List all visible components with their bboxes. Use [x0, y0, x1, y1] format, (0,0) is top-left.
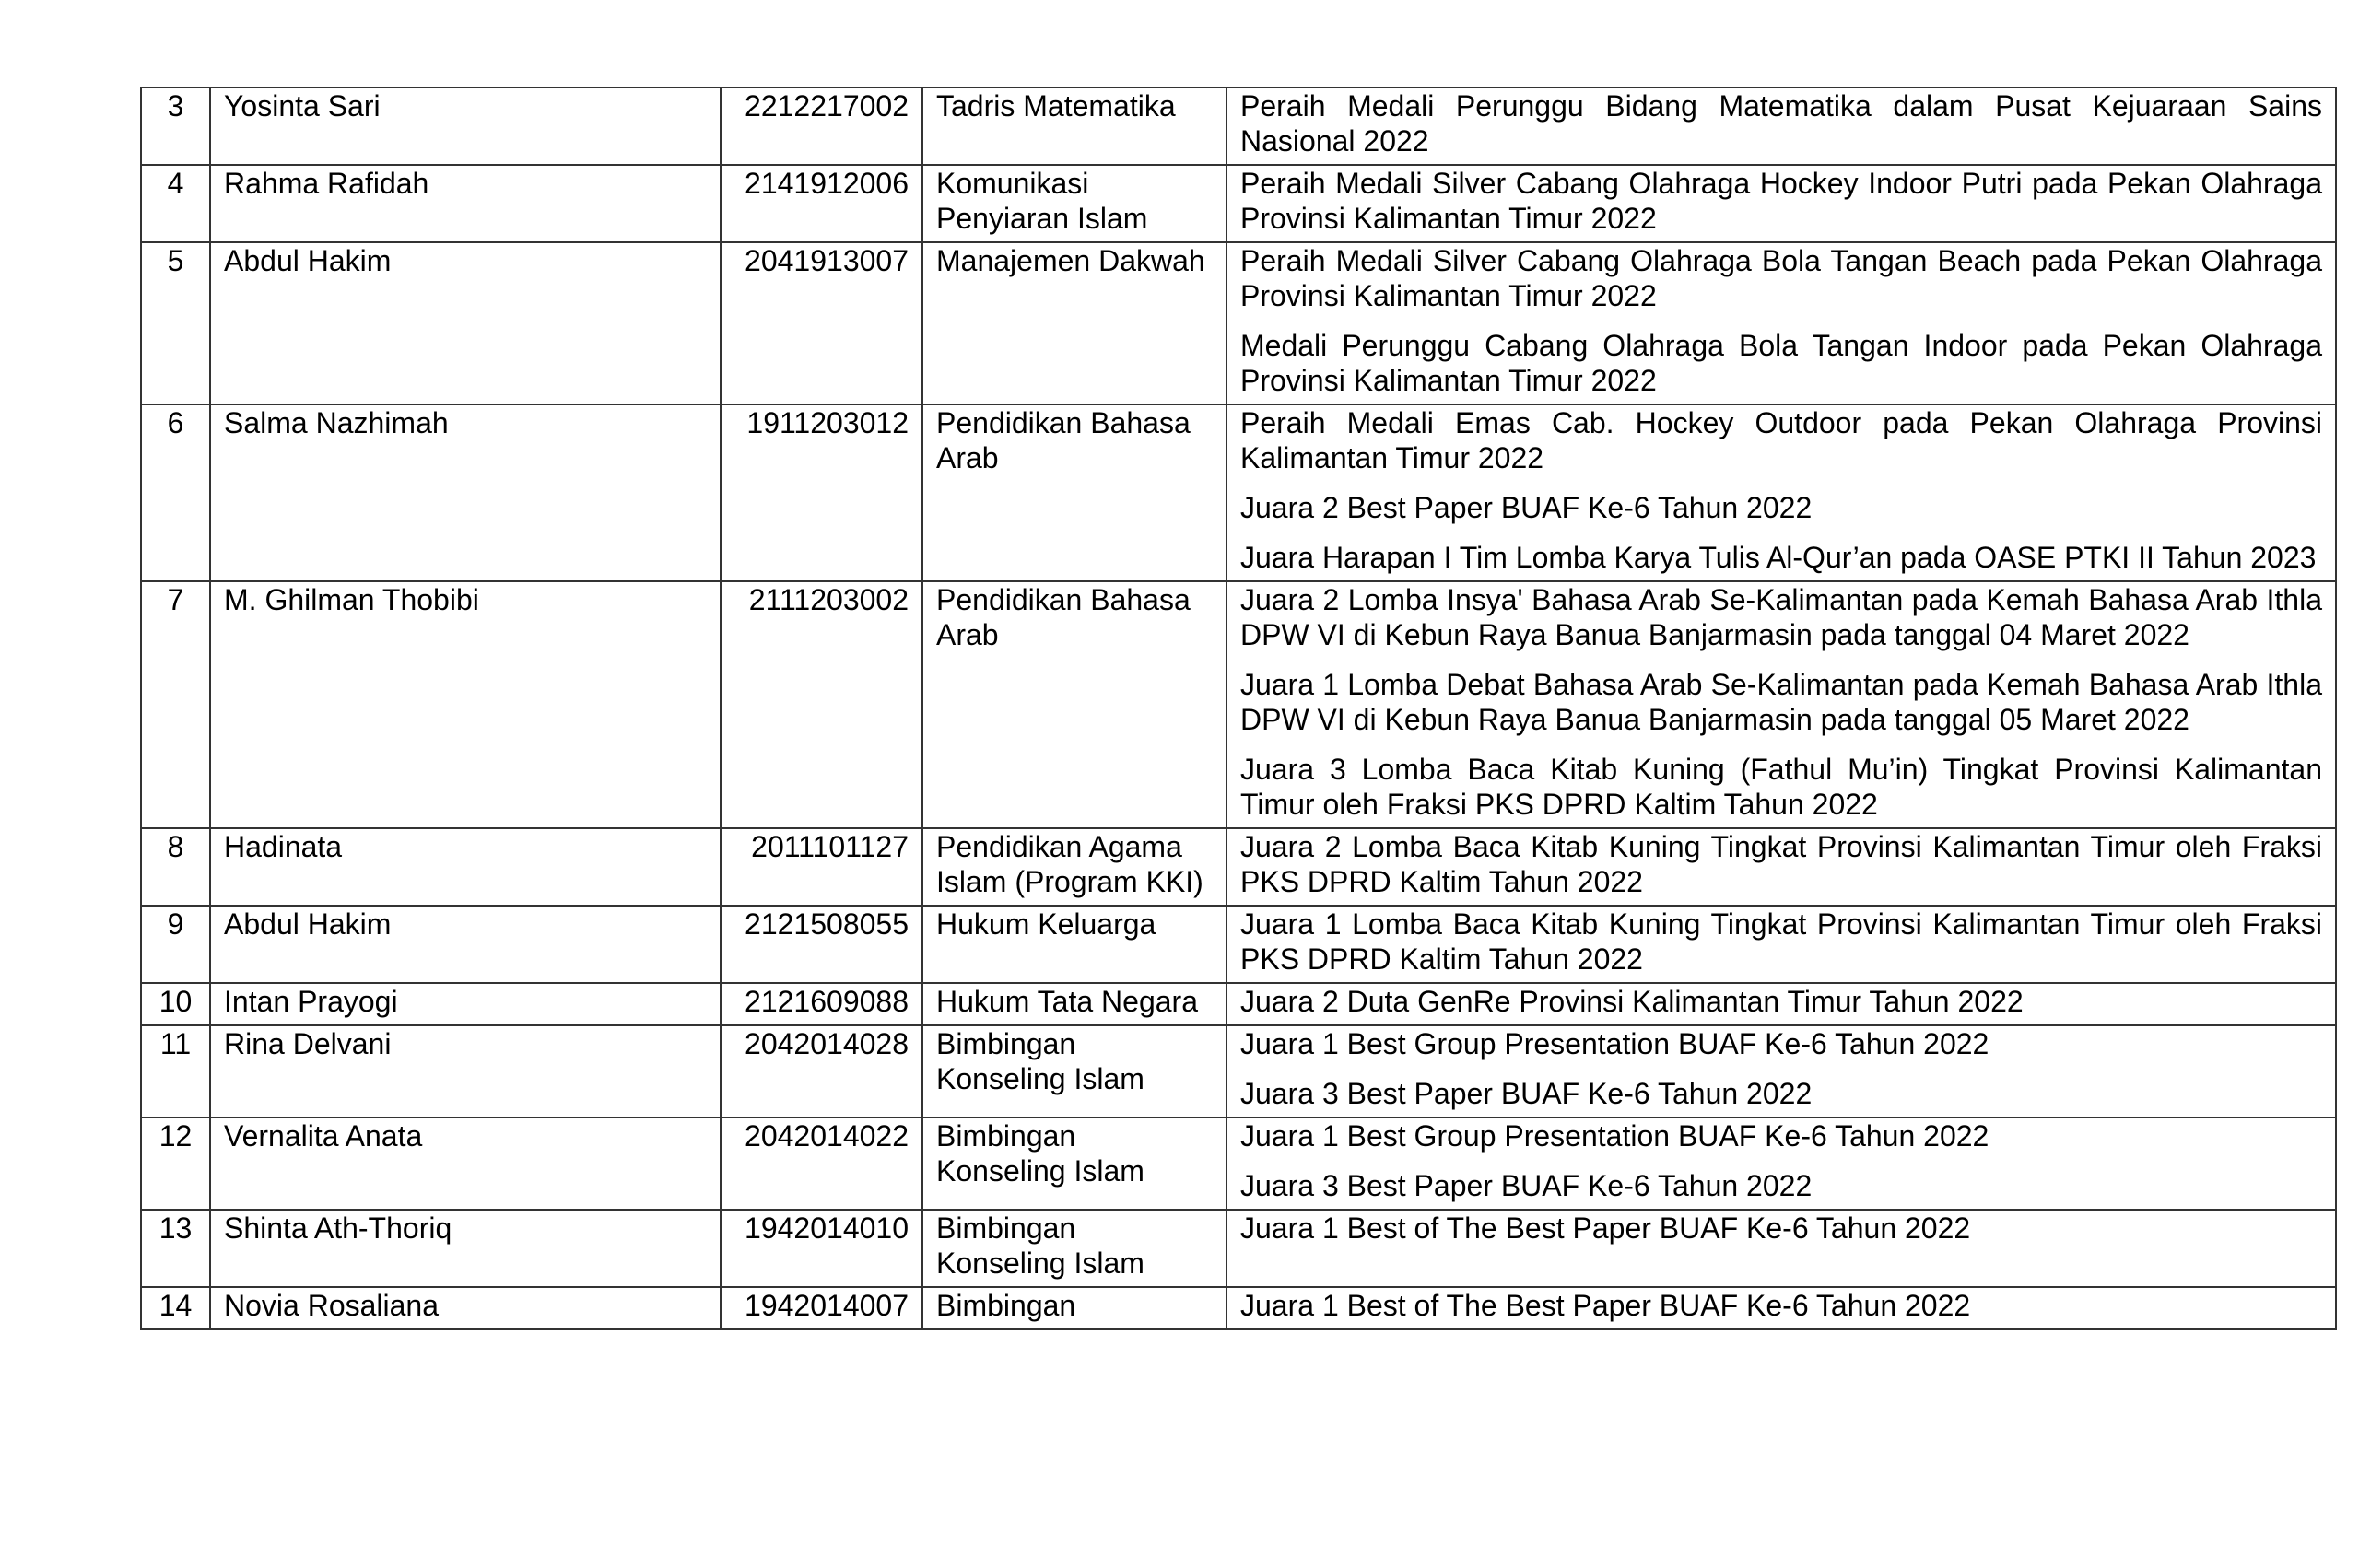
row-number-cell: 5 [141, 242, 210, 404]
achievement-item: Juara 2 Duta GenRe Provinsi Kalimantan Timur Tahun 2022 [1240, 985, 2024, 1018]
row-number-cell: 11 [141, 1025, 210, 1117]
achievement-cell [1226, 1025, 2336, 1117]
achievement-item: Medali Perunggu Cabang Olahraga Bola Tangan Indoor pada Pekan Olahraga Provinsi Kalimantan Timur 2022 [1240, 329, 2322, 397]
student-id-cell: 1942014010 [721, 1210, 922, 1287]
achievement-item: Juara 1 Best Group Presentation BUAF Ke-6 Tahun 2022 [1240, 1027, 1989, 1060]
table-row [141, 404, 2336, 581]
student-name-cell: Hadinata [210, 828, 721, 906]
student-name-cell: Rahma Rafidah [210, 165, 721, 242]
row-number-cell: 4 [141, 165, 210, 242]
student-id-cell: 1911203012 [721, 404, 922, 581]
achievement-item: Peraih Medali Emas Cab. Hockey Outdoor pada Pekan Olahraga Provinsi Kalimantan Timur 2022 [1240, 406, 2322, 474]
achievement-cell [1226, 1287, 2336, 1329]
student-name-cell: Shinta Ath-Thoriq [210, 1210, 721, 1287]
study-program-cell: Bimbingan Konseling Islam [922, 1025, 1226, 1117]
achievement-cell [1226, 581, 2336, 828]
table-row [141, 242, 2336, 404]
achievement-cell [1226, 983, 2336, 1025]
table-row [141, 165, 2336, 242]
table-row [141, 906, 2336, 983]
achievement-item: Juara Harapan I Tim Lomba Karya Tulis Al-Qur’an pada OASE PTKI II Tahun 2023 [1240, 541, 2317, 574]
student-name-cell: Novia Rosaliana [210, 1287, 721, 1329]
achievement-cell [1226, 242, 2336, 404]
achievement-cell [1226, 88, 2336, 165]
table-row [141, 88, 2336, 165]
table-row [141, 1287, 2336, 1329]
achievement-item: Peraih Medali Perunggu Bidang Matematika dalam Pusat Kejuaraan Sains Nasional 2022 [1240, 89, 2322, 158]
row-number-cell: 14 [141, 1287, 210, 1329]
achievement-item: Juara 2 Best Paper BUAF Ke-6 Tahun 2022 [1240, 491, 1813, 524]
achievement-item: Juara 1 Best of The Best Paper BUAF Ke-6 Tahun 2022 [1240, 1289, 1971, 1322]
achievement-table-body [141, 88, 2336, 1329]
achievement-cell [1226, 1210, 2336, 1287]
achievement-item: Juara 3 Lomba Baca Kitab Kuning (Fathul Mu’in) Tingkat Provinsi Kalimantan Timur oleh Fraksi PKS DPRD Kaltim Tahun 2022 [1240, 753, 2322, 821]
achievement-item: Juara 3 Best Paper BUAF Ke-6 Tahun 2022 [1240, 1077, 1813, 1110]
student-name-cell: Yosinta Sari [210, 88, 721, 165]
student-name-cell: Intan Prayogi [210, 983, 721, 1025]
row-number-cell: 6 [141, 404, 210, 581]
student-id-cell: 2011101127 [721, 828, 922, 906]
row-number-cell: 7 [141, 581, 210, 828]
student-name-cell: Rina Delvani [210, 1025, 721, 1117]
student-name-cell: M. Ghilman Thobibi [210, 581, 721, 828]
study-program-cell: Bimbingan Konseling Islam [922, 1210, 1226, 1287]
row-number-cell: 10 [141, 983, 210, 1025]
study-program-cell: Tadris Matematika [922, 88, 1226, 165]
study-program-cell: Manajemen Dakwah [922, 242, 1226, 404]
table-row [141, 1117, 2336, 1210]
study-program-cell: Hukum Keluarga [922, 906, 1226, 983]
achievement-item: Juara 1 Lomba Baca Kitab Kuning Tingkat Provinsi Kalimantan Timur oleh Fraksi PKS DPRD Kaltim Tahun 2022 [1240, 907, 2322, 976]
row-number-cell: 3 [141, 88, 210, 165]
student-id-cell: 2121508055 [721, 906, 922, 983]
table-row [141, 581, 2336, 828]
achievement-item: Juara 2 Lomba Insya' Bahasa Arab Se-Kalimantan pada Kemah Bahasa Arab Ithla DPW VI di Kebun Raya Banua Banjarmasin pada tanggal 04 Maret 2022 [1240, 583, 2322, 651]
achievement-table [140, 87, 2337, 1330]
achievement-cell [1226, 906, 2336, 983]
study-program-cell: Bimbingan [922, 1287, 1226, 1329]
student-id-cell: 2042014022 [721, 1117, 922, 1210]
study-program-cell: Bimbingan Konseling Islam [922, 1117, 1226, 1210]
student-name-cell: Salma Nazhimah [210, 404, 721, 581]
study-program-cell: Hukum Tata Negara [922, 983, 1226, 1025]
row-number-cell: 9 [141, 906, 210, 983]
study-program-cell: Pendidikan Bahasa Arab [922, 404, 1226, 581]
student-id-cell: 2111203002 [721, 581, 922, 828]
achievement-item: Juara 1 Best Group Presentation BUAF Ke-6 Tahun 2022 [1240, 1119, 1989, 1153]
row-number-cell: 13 [141, 1210, 210, 1287]
table-row [141, 1210, 2336, 1287]
study-program-cell: Pendidikan Bahasa Arab [922, 581, 1226, 828]
student-id-cell: 1942014007 [721, 1287, 922, 1329]
achievement-item: Juara 3 Best Paper BUAF Ke-6 Tahun 2022 [1240, 1169, 1813, 1202]
achievement-item: Juara 2 Lomba Baca Kitab Kuning Tingkat Provinsi Kalimantan Timur oleh Fraksi PKS DPRD Kaltim Tahun 2022 [1240, 830, 2322, 898]
table-row [141, 828, 2336, 906]
achievement-item: Peraih Medali Silver Cabang Olahraga Bola Tangan Beach pada Pekan Olahraga Provinsi Kalimantan Timur 2022 [1240, 244, 2322, 312]
row-number-cell: 12 [141, 1117, 210, 1210]
achievement-cell [1226, 1117, 2336, 1210]
achievement-cell [1226, 404, 2336, 581]
achievement-item: Juara 1 Lomba Debat Bahasa Arab Se-Kalimantan pada Kemah Bahasa Arab Ithla DPW VI di Kebun Raya Banua Banjarmasin pada tanggal 05 Maret 2022 [1240, 668, 2322, 736]
achievement-item: Peraih Medali Silver Cabang Olahraga Hockey Indoor Putri pada Pekan Olahraga Provinsi Kalimantan Timur 2022 [1240, 167, 2322, 235]
student-id-cell: 2212217002 [721, 88, 922, 165]
achievement-item: Juara 1 Best of The Best Paper BUAF Ke-6 Tahun 2022 [1240, 1211, 1971, 1245]
table-row [141, 983, 2336, 1025]
student-name-cell: Vernalita Anata [210, 1117, 721, 1210]
student-name-cell: Abdul Hakim [210, 906, 721, 983]
achievement-cell [1226, 165, 2336, 242]
student-id-cell: 2041913007 [721, 242, 922, 404]
achievement-cell [1226, 828, 2336, 906]
study-program-cell: Pendidikan Agama Islam (Program KKI) [922, 828, 1226, 906]
study-program-cell: Komunikasi Penyiaran Islam [922, 165, 1226, 242]
table-row [141, 1025, 2336, 1117]
row-number-cell: 8 [141, 828, 210, 906]
student-id-cell: 2121609088 [721, 983, 922, 1025]
student-id-cell: 2141912006 [721, 165, 922, 242]
student-name-cell: Abdul Hakim [210, 242, 721, 404]
student-id-cell: 2042014028 [721, 1025, 922, 1117]
